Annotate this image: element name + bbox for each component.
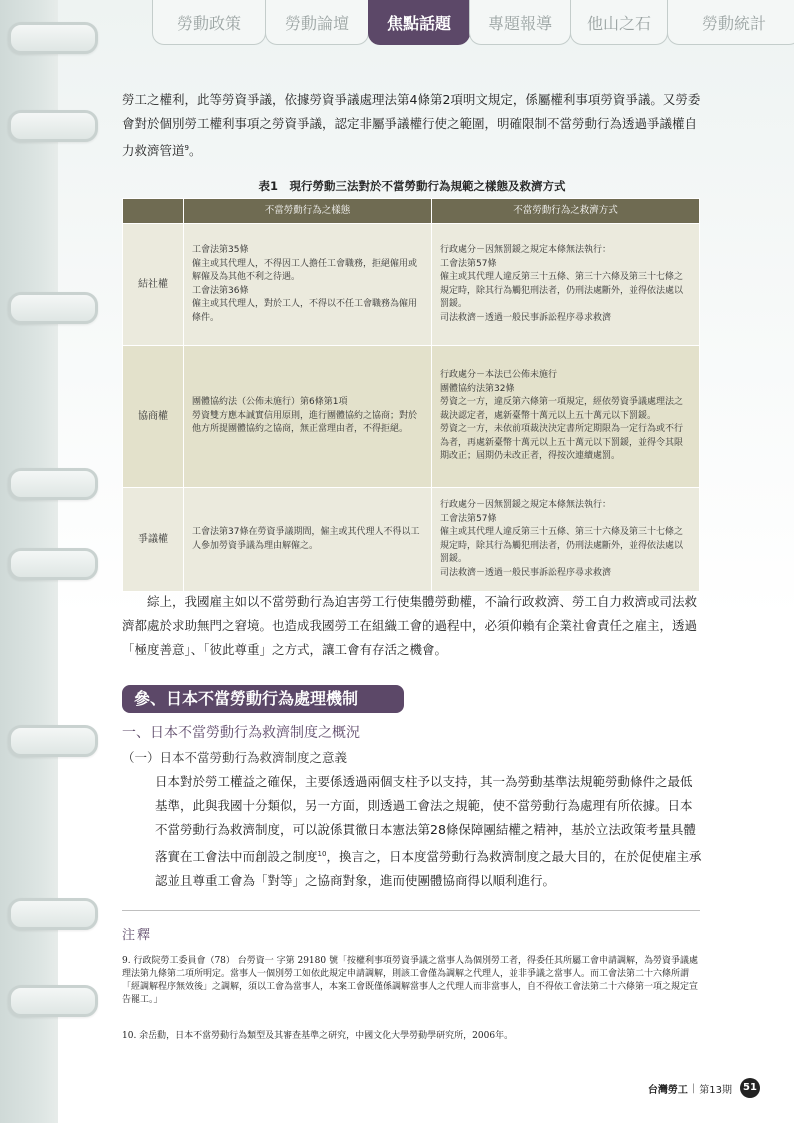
binder-ring	[8, 548, 98, 580]
publication-name: 台灣勞工	[647, 1084, 688, 1096]
intro-end: 。	[188, 143, 202, 159]
section-body	[155, 770, 702, 893]
section-body-text-b: ，換言之，日本度當勞動行為救濟制度之最大目的，在於促使雇主承認並且尊重工會為「對等」之協商對象，進而使團體協商得以順利進行。	[155, 849, 702, 889]
section-subsubheading: （一）日本不當勞動行為救濟制度之意義	[122, 750, 348, 765]
conclusion-paragraph: 綜上，我國雇主如以不當勞動行為迫害勞工行使集體勞動權，不論行政救濟、勞工自力救濟或司法救濟都處於求助無門之窘境。也造成我國勞工在組織工會的過程中，必須仰賴有企業社會責任之雇主，透過「極度善意」、「彼此尊重」之方式，讓工會有存活之機會。	[122, 594, 698, 657]
row-remedy: 行政處分－因無罰鍰之規定本條無法執行： 工會法第57條 僱主或其代理人違反第三十五條、第三十六條及第三十七條之規定時，除其行為觸犯刑法者，仍刑法處斷外，並得依法處以罰鍰。 司法救濟－透過一般民事訴訟程序尋求救濟	[432, 224, 700, 346]
tab-special-reports[interactable]: 專題報導	[469, 0, 571, 45]
table-header-blank	[123, 199, 184, 224]
footnote-ref-10[interactable]: 10	[317, 850, 327, 858]
table-row	[123, 488, 700, 592]
row-remedy: 行政處分－因無罰鍰之規定本條無法執行： 工會法第57條 僱主或其代理人違反第三十五條、第三十六條及第三十七條之規定時，除其行為觸犯刑法者，仍刑法處斷外，並得依法處以罰鍰。 司法救濟－透過一般民事訴訟程序尋求救濟	[432, 488, 700, 592]
table-row	[123, 346, 700, 488]
row-forms: 團體協約法（公佈未施行）第6條第1項 勞資雙方應本誠實信用原則，進行團體協約之協商；對於他方所提團體協約之協商，無正當理由者，不得拒絕。	[184, 346, 432, 488]
table-row	[123, 224, 700, 346]
note-9: 9. 行政院勞工委員會（78） 台勞資一 字第 29180 號「按權利事項勞資爭議之當事人為個別勞工者，得委任其所屬工會申請調解，為勞資爭議處理法第九條第二項所明定。當事人一個別勞工如依此規定申請調解，則該工會僅為調解之代理人，並非爭議之當事人。而工會法第二十六條所謂「經調解程序無效後」之調解，須以工會為當事人，本案工會既僅係調解當事人之代理人而非當事人，自不得依工會法第二十六條第一項之規定宣告罷工。」	[122, 956, 699, 1005]
tab-labor-statistics[interactable]: 勞動統計	[667, 0, 794, 45]
section-tabs	[152, 0, 794, 46]
table-caption: 表1 現行勞動三法對於不當勞動行為規範之樣態及救濟方式	[258, 179, 566, 193]
tab-focus-topics[interactable]: 焦點話題	[368, 0, 470, 45]
binder-ring	[8, 725, 98, 757]
tab-labor-policy[interactable]: 勞動政策	[152, 0, 266, 45]
notes-divider	[122, 910, 700, 911]
row-remedy: 行政處分－本法已公佈未施行 團體協約法第32條 勞資之一方，違反第六條第一項規定，經依勞資爭議處理法之裁決認定者，處新臺幣十萬元以上五十萬元以下罰鍰。 勞資之一方，未依前項裁決決定書所定期限為一定行為或不行為者，再處新臺幣十萬元以上五十萬元以下罰鍰，並得令其限期改正；屆期仍未改正者，得按次連續處罰。	[432, 346, 700, 488]
page-footer	[560, 1078, 760, 1098]
section-body-text-a: 日本對於勞工權益之確保，主要係透過兩個支柱予以支持，其一為勞動基準法規範勞動條件之最低基準，此與我國十分類似，另一方面，則透過工會法之規範，使不當勞動行為處理有所依據。日本不當勞動行為救濟制度，可以說係貫徹日本憲法第28條保障團結權之精神，基於立法政策考量具體落實在工會法中而創設之制度	[155, 774, 696, 865]
intro-text: 勞工之權利，此等勞資爭議，依據勞資爭議處理法第4條第2項明文規定，係屬權利事項勞資爭議。又勞委會對於個別勞工權利事項之勞資爭議，認定非屬爭議權行使之範圍，明確限制不當勞動行為透過爭議權自力救濟管道	[122, 92, 701, 159]
row-forms: 工會法第37條在勞資爭議期間，僱主或其代理人不得以工人參加勞資爭議為理由解僱之。	[184, 488, 432, 592]
notes-title: 注釋	[122, 928, 153, 943]
page-number: 51	[740, 1078, 760, 1098]
intro-paragraph	[122, 88, 702, 163]
issue-number: 第13期	[699, 1084, 732, 1096]
table-header-remedy: 不當勞動行為之救濟方式	[432, 199, 700, 224]
row-label-bargaining: 協商權	[123, 346, 184, 488]
row-label-dispute: 爭議權	[123, 488, 184, 592]
tab-foreign-lessons[interactable]: 他山之石	[570, 0, 668, 45]
binder-ring	[8, 898, 98, 930]
row-forms: 工會法第35條 僱主或其代理人，不得因工人擔任工會職務，拒絕僱用或解僱及為其他不利之待遇。 工會法第36條 僱主或其代理人，對於工人，不得以不任工會職務為僱用條件。	[184, 224, 432, 346]
footnote-ref-9[interactable]: 9	[184, 144, 189, 152]
binder-ring	[8, 292, 98, 324]
binder-ring	[8, 110, 98, 142]
note-10: 10. 余岳勳，日本不當勞動行為類型及其審查基準之研究，中國文化大學勞動學研究所，2006年。	[122, 1031, 514, 1041]
binder-ring	[8, 985, 98, 1017]
tab-labor-forum[interactable]: 勞動論壇	[265, 0, 369, 45]
binder-ring	[8, 468, 98, 500]
footer-separator: |	[691, 1082, 696, 1094]
section-subheading: 一、日本不當勞動行為救濟制度之概況	[122, 725, 360, 741]
table-header-row	[123, 199, 700, 224]
unfair-labor-practice-table	[122, 198, 700, 592]
section-heading: 參、日本不當勞動行為處理機制	[122, 685, 404, 713]
table-header-forms: 不當勞動行為之樣態	[184, 199, 432, 224]
row-label-association: 結社權	[123, 224, 184, 346]
binder-ring	[8, 22, 98, 54]
